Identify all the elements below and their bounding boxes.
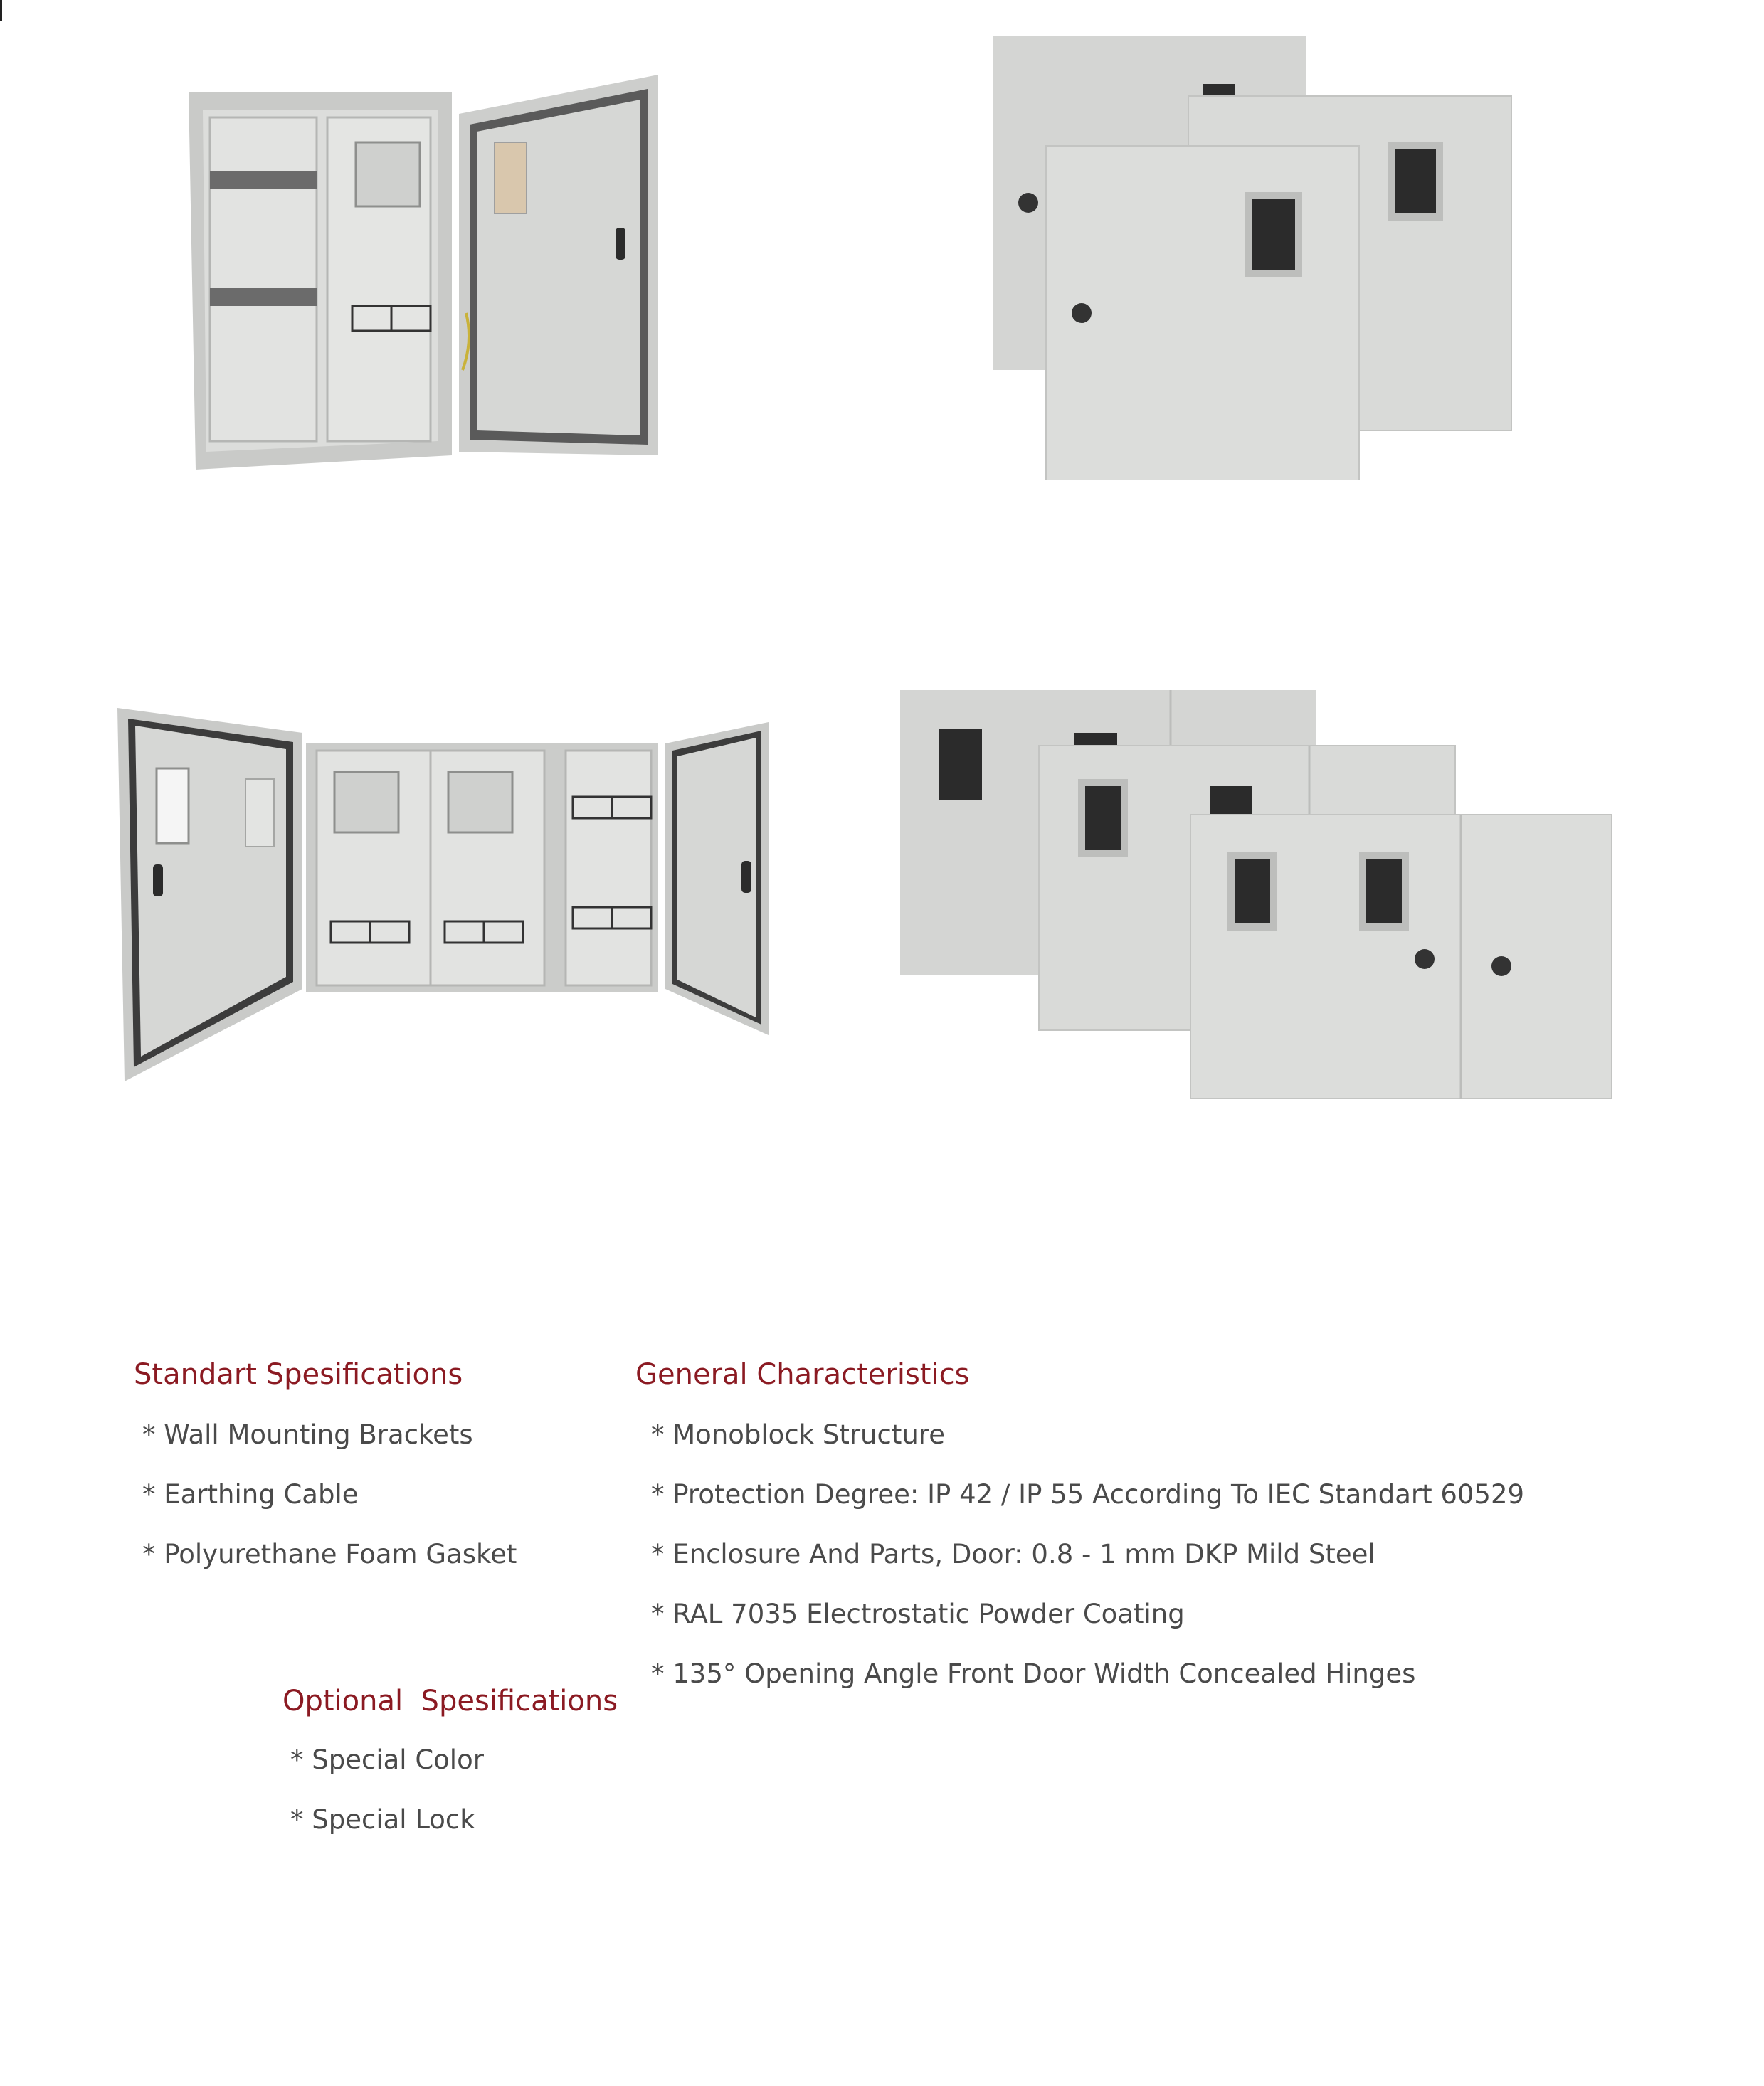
single-enclosure-closed-photo [993, 36, 1512, 480]
standard-specifications-list [142, 1421, 517, 1601]
list-item: * Earthing Cable [142, 1479, 359, 1510]
standard-specifications-title: Standart Spesifications [134, 1358, 463, 1391]
single-enclosure-open-photo [181, 71, 665, 470]
optional-specifications-title: Optional Spesifications [282, 1685, 618, 1717]
double-enclosure-closed-photo [900, 690, 1612, 1099]
page-edge-marker [0, 0, 2, 21]
list-item: * RAL 7035 Electrostatic Powder Coating [651, 1599, 1185, 1629]
list-item: * Enclosure And Parts, Door: 0.8 - 1 mm DKP Mild Steel [651, 1539, 1375, 1569]
list-item: * Protection Degree: IP 42 / IP 55 According To IEC Standart 60529 [651, 1479, 1525, 1510]
general-characteristics-list [651, 1421, 1524, 1720]
general-characteristics-title: General Characteristics [635, 1358, 970, 1391]
double-enclosure-open-photo [114, 701, 783, 1085]
list-item: * Wall Mounting Brackets [142, 1419, 473, 1450]
list-item: * 135° Opening Angle Front Door Width Concealed Hinges [651, 1658, 1416, 1689]
optional-specifications-list [290, 1744, 484, 1866]
list-item: * Monoblock Structure [651, 1419, 945, 1450]
list-item: * Special Lock [290, 1804, 475, 1835]
list-item: * Polyurethane Foam Gasket [142, 1539, 517, 1569]
list-item: * Special Color [290, 1744, 484, 1775]
